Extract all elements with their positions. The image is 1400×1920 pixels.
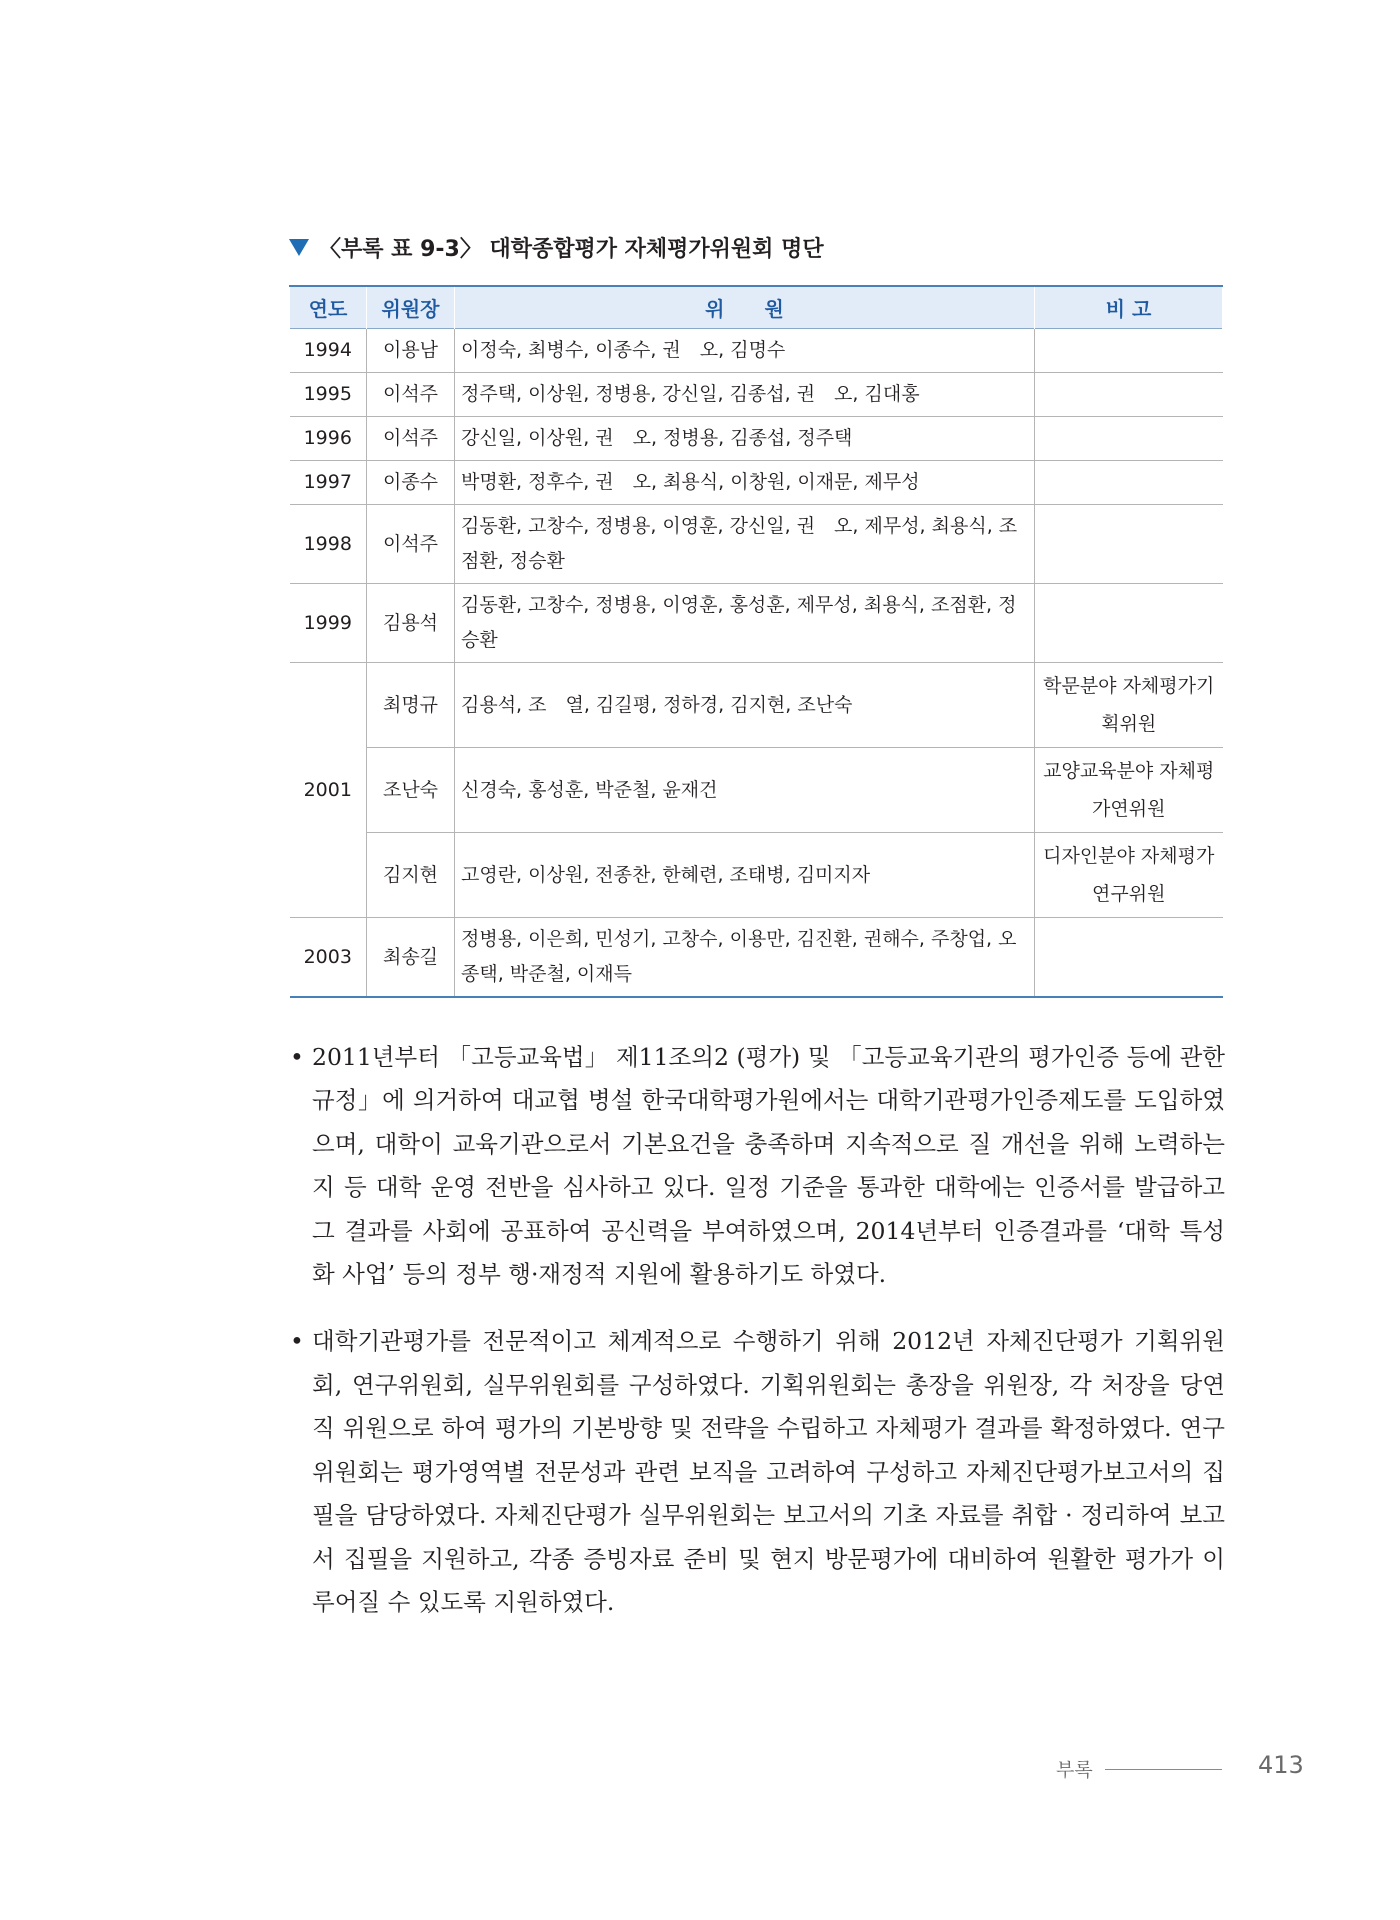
cell-year: 1995 xyxy=(290,373,367,417)
cell-note xyxy=(1035,584,1223,663)
page-number: 413 xyxy=(1258,1751,1304,1779)
paragraph-text: 2011년부터 「고등교육법」 제11조의2 (평가) 및 「고등교육기관의 평가인증 등에 관한 규정」에 의거하여 대교협 병설 한국대학평가원에서는 대학기관평가인증제도를 도입하였으며, 대학이 교육기관으로서 기본요건을 충족하며 지속적으로 질 개선을 위해 노력하는지 등 대학 운영 전반을 심사하고 있다. 일정 기준을 통과한 대학에는 인증서를 발급하고 그 결과를 사회에 공표하여 공신력을 부여하였으며, 2014년부터 인증결과를 ‘대학 특성화 사업’ 등의 정부 행·재정적 지원에 활용하기도 하였다. xyxy=(312,1042,1225,1288)
cell-chair: 최명규 xyxy=(367,663,455,748)
table-row xyxy=(290,373,1223,417)
bullet-icon: • xyxy=(290,1042,304,1071)
header-members: 위 원 xyxy=(455,286,1035,329)
cell-note xyxy=(1035,505,1223,584)
cell-members: 박명환, 정후수, 권 오, 최용식, 이창원, 이재문, 제무성 xyxy=(455,461,1035,505)
cell-chair: 이종수 xyxy=(367,461,455,505)
cell-members: 정주택, 이상원, 정병용, 강신일, 김종섭, 권 오, 김대홍 xyxy=(455,373,1035,417)
table-row xyxy=(290,461,1223,505)
cell-members: 김용석, 조 열, 김길평, 정하경, 김지현, 조난숙 xyxy=(455,663,1035,748)
cell-note xyxy=(1035,329,1223,373)
cell-members: 김동환, 고창수, 정병용, 이영훈, 강신일, 권 오, 제무성, 최용식, 조점환, 정승환 xyxy=(455,505,1035,584)
footer-rule xyxy=(1105,1769,1222,1770)
cell-members: 정병용, 이은희, 민성기, 고창수, 이용만, 김진환, 권해수, 주창업, 오종택, 박준철, 이재득 xyxy=(455,918,1035,998)
paragraph-text: 대학기관평가를 전문적이고 체계적으로 수행하기 위해 2012년 자체진단평가 기획위원회, 연구위원회, 실무위원회를 구성하였다. 기획위원회는 총장을 위원장, 각 처장을 당연직 위원으로 하여 평가의 기본방향 및 전략을 수립하고 자체평가 결과를 확정하였다. 연구위원회는 평가영역별 전문성과 관련 보직을 고려하여 구성하고 자체진단평가보고서의 집필을 담당하였다. 자체진단평가 실무위원회는 보고서의 기초 자료를 취합 · 정리하여 보고서 집필을 지원하고, 각종 증빙자료 준비 및 현지 방문평가에 대비하여 원활한 평가가 이루어질 수 있도록 지원하였다. xyxy=(312,1327,1225,1616)
cell-chair: 이용남 xyxy=(367,329,455,373)
table-row xyxy=(290,417,1223,461)
cell-year: 2003 xyxy=(290,918,367,998)
table-row xyxy=(290,505,1223,584)
cell-members: 신경숙, 홍성훈, 박준철, 윤재건 xyxy=(455,748,1035,833)
body-text xyxy=(290,1012,1225,1625)
cell-members: 이정숙, 최병수, 이종수, 권 오, 김명수 xyxy=(455,329,1035,373)
cell-chair: 조난숙 xyxy=(367,748,455,833)
cell-chair: 김지현 xyxy=(367,833,455,918)
cell-year: 1996 xyxy=(290,417,367,461)
triangle-down-icon xyxy=(289,239,309,256)
committee-roster-table xyxy=(289,285,1223,998)
bullet-paragraph xyxy=(290,1320,1225,1625)
cell-chair: 이석주 xyxy=(367,417,455,461)
table-row xyxy=(290,329,1223,373)
cell-members: 김동환, 고창수, 정병용, 이영훈, 홍성훈, 제무성, 최용식, 조점환, 정승환 xyxy=(455,584,1035,663)
cell-members: 고영란, 이상원, 전종찬, 한혜련, 조태병, 김미지자 xyxy=(455,833,1035,918)
cell-note xyxy=(1035,417,1223,461)
table-caption xyxy=(289,232,824,263)
table-row xyxy=(290,748,1223,833)
header-chair: 위원장 xyxy=(367,286,455,329)
table-row xyxy=(290,584,1223,663)
cell-members: 강신일, 이상원, 권 오, 정병용, 김종섭, 정주택 xyxy=(455,417,1035,461)
bullet-paragraph xyxy=(290,1036,1225,1297)
cell-note xyxy=(1035,373,1223,417)
cell-year: 2001 xyxy=(290,663,367,918)
footer-section-label: 부록 xyxy=(1056,1759,1093,1781)
cell-year: 1999 xyxy=(290,584,367,663)
header-year: 연도 xyxy=(290,286,367,329)
table-header-row xyxy=(290,286,1223,329)
cell-note xyxy=(1035,918,1223,998)
table-row xyxy=(290,833,1223,918)
cell-note: 학문분야 자체평가기획위원 xyxy=(1035,663,1223,748)
cell-note: 교양교육분야 자체평가연위원 xyxy=(1035,748,1223,833)
table-row xyxy=(290,918,1223,998)
cell-year: 1998 xyxy=(290,505,367,584)
cell-chair: 김용석 xyxy=(367,584,455,663)
cell-chair: 이석주 xyxy=(367,373,455,417)
cell-year: 1994 xyxy=(290,329,367,373)
cell-chair: 이석주 xyxy=(367,505,455,584)
header-note: 비 고 xyxy=(1035,286,1223,329)
cell-note xyxy=(1035,461,1223,505)
cell-year: 1997 xyxy=(290,461,367,505)
bullet-icon: • xyxy=(290,1327,304,1355)
table-row xyxy=(290,663,1223,748)
cell-note: 디자인분야 자체평가연구위원 xyxy=(1035,833,1223,918)
table-caption-text: 〈부록 표 9-3〉 대학종합평가 자체평가위원회 명단 xyxy=(319,237,824,262)
cell-chair: 최송길 xyxy=(367,918,455,998)
